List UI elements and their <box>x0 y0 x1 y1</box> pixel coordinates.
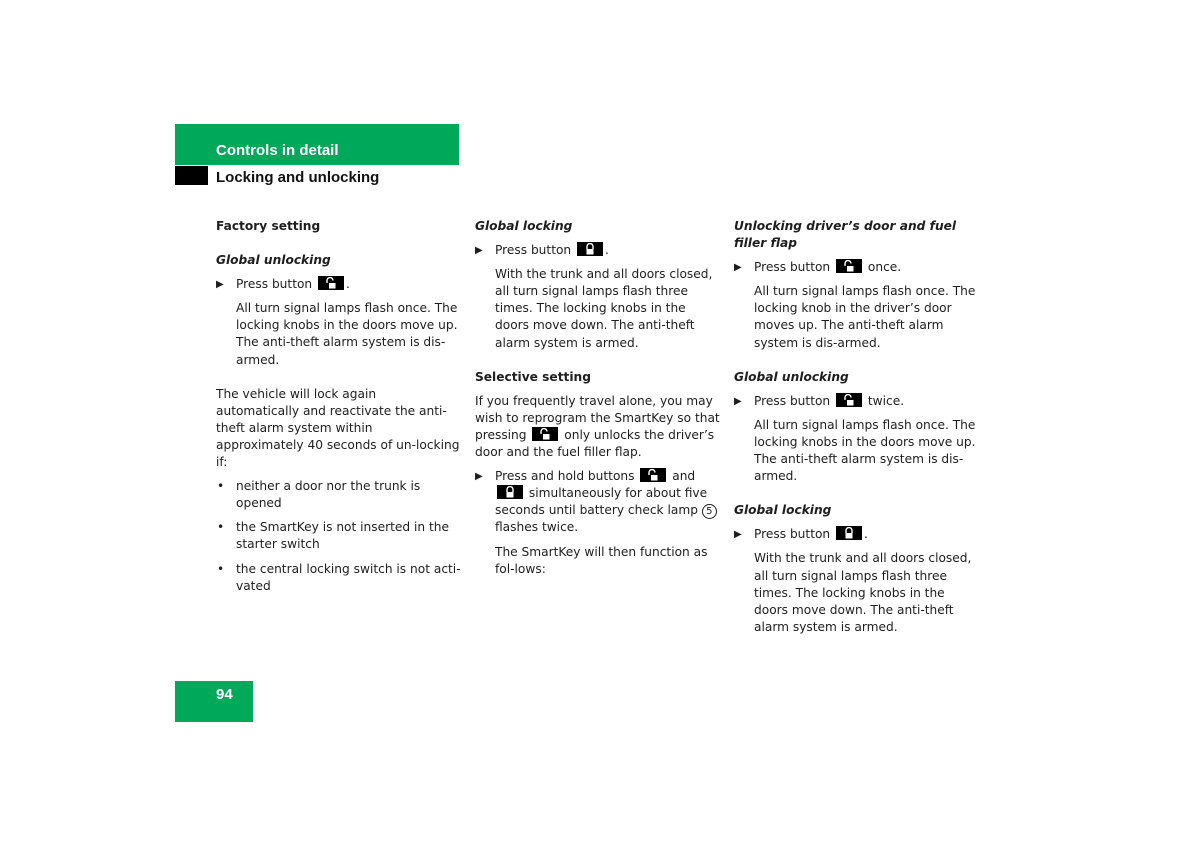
step-suffix: once. <box>867 260 902 275</box>
step-result: The SmartKey will then function as fol-lows: <box>495 544 708 576</box>
step-suffix: . <box>864 527 868 542</box>
global-unlocking-heading: Global unlocking <box>216 253 331 268</box>
step-arrow-icon: ▶ <box>216 279 224 291</box>
list-item-text: the SmartKey is not inserted in the starter switch <box>236 520 449 552</box>
instruction-step <box>734 259 979 276</box>
lock-key-icon <box>577 242 603 256</box>
step-text: Press button <box>236 277 313 292</box>
instruction-step <box>734 526 979 543</box>
step-text: Press button <box>495 243 572 258</box>
unlock-key-icon <box>318 276 344 290</box>
step-suffix: . <box>605 243 609 258</box>
step-text: Press button <box>754 527 831 542</box>
step-end: flashes twice. <box>495 520 579 535</box>
step-result: With the trunk and all doors closed, all turn signal lamps flash three times. The locking knobs in the doors move down. The anti-theft alarm system is armed. <box>495 267 713 350</box>
list-item <box>216 478 461 512</box>
step-middle: simultaneously for about five seconds until battery check lamp <box>495 486 708 518</box>
step-arrow-icon: ▶ <box>734 262 742 274</box>
column-right <box>734 218 979 653</box>
auto-lock-paragraph: The vehicle will lock again automatically and reactivate the anti-theft alarm system within approximately 40 seconds of un-locking if: <box>216 386 460 470</box>
section-title: Controls in detail <box>216 142 339 159</box>
instruction-step <box>734 393 979 410</box>
unlock-key-icon <box>836 393 862 407</box>
section-tab-marker <box>175 166 208 185</box>
step-arrow-icon: ▶ <box>734 529 742 541</box>
subsection-title: Locking and unlocking <box>216 169 380 186</box>
step-suffix: . <box>346 277 350 292</box>
driver-door-heading: Unlocking driver’s door and fuel filler flap <box>734 219 957 251</box>
step-text: Press button <box>754 393 831 408</box>
battery-check-lamp-icon: 5 <box>702 504 717 519</box>
unlock-key-icon <box>836 259 862 273</box>
step-arrow-icon: ▶ <box>475 471 483 483</box>
global-unlocking-heading: Global unlocking <box>734 369 849 384</box>
column-middle <box>475 218 720 595</box>
step-result: All turn signal lamps flash once. The locking knobs in the doors move up. The anti-theft alarm system is dis-armed. <box>754 417 976 484</box>
bullet-icon: • <box>217 479 225 494</box>
unlock-key-icon <box>532 427 558 441</box>
step-arrow-icon: ▶ <box>475 245 483 257</box>
step-result: All turn signal lamps flash once. The locking knob in the driver’s door moves up. The anti-theft alarm system is dis-armed. <box>754 284 976 350</box>
bullet-icon: • <box>217 561 225 576</box>
step-and: and <box>672 469 696 484</box>
step-arrow-icon: ▶ <box>734 395 742 407</box>
list-item <box>216 519 461 553</box>
step-text: Press button <box>754 260 831 275</box>
step-result: All turn signal lamps flash once. The locking knobs in the doors move up. The anti-theft alarm system is dis-armed. <box>236 301 458 367</box>
step-text: Press and hold buttons <box>495 469 635 484</box>
factory-setting-heading: Factory setting <box>216 219 321 233</box>
step-suffix: twice. <box>867 393 905 408</box>
global-locking-heading: Global locking <box>475 219 573 233</box>
lock-key-icon <box>497 485 523 499</box>
instruction-step <box>216 276 461 293</box>
column-left <box>216 218 461 602</box>
selective-text-after: only unlocks the driver’s door and the fuel filler flap. <box>475 427 715 460</box>
bullet-icon: • <box>217 520 225 535</box>
unlock-key-icon <box>640 468 666 482</box>
selective-setting-heading: Selective setting <box>475 369 591 384</box>
instruction-step <box>475 468 720 536</box>
global-locking-heading: Global locking <box>734 503 832 518</box>
list-item-text: neither a door nor the trunk is opened <box>236 479 421 511</box>
list-item <box>216 561 461 595</box>
selective-text-before: If you frequently travel alone, you may wish to reprogram the SmartKey so that pressing <box>475 393 720 442</box>
list-item-text: the central locking switch is not acti-vated <box>236 561 461 593</box>
step-result: With the trunk and all doors closed, all turn signal lamps flash three times. The locking knobs in the doors move down. The anti-theft alarm system is armed. <box>754 551 972 634</box>
selective-paragraph <box>475 393 720 461</box>
lock-key-icon <box>836 526 862 540</box>
instruction-step <box>475 242 720 259</box>
page-number: 94 <box>216 686 233 703</box>
